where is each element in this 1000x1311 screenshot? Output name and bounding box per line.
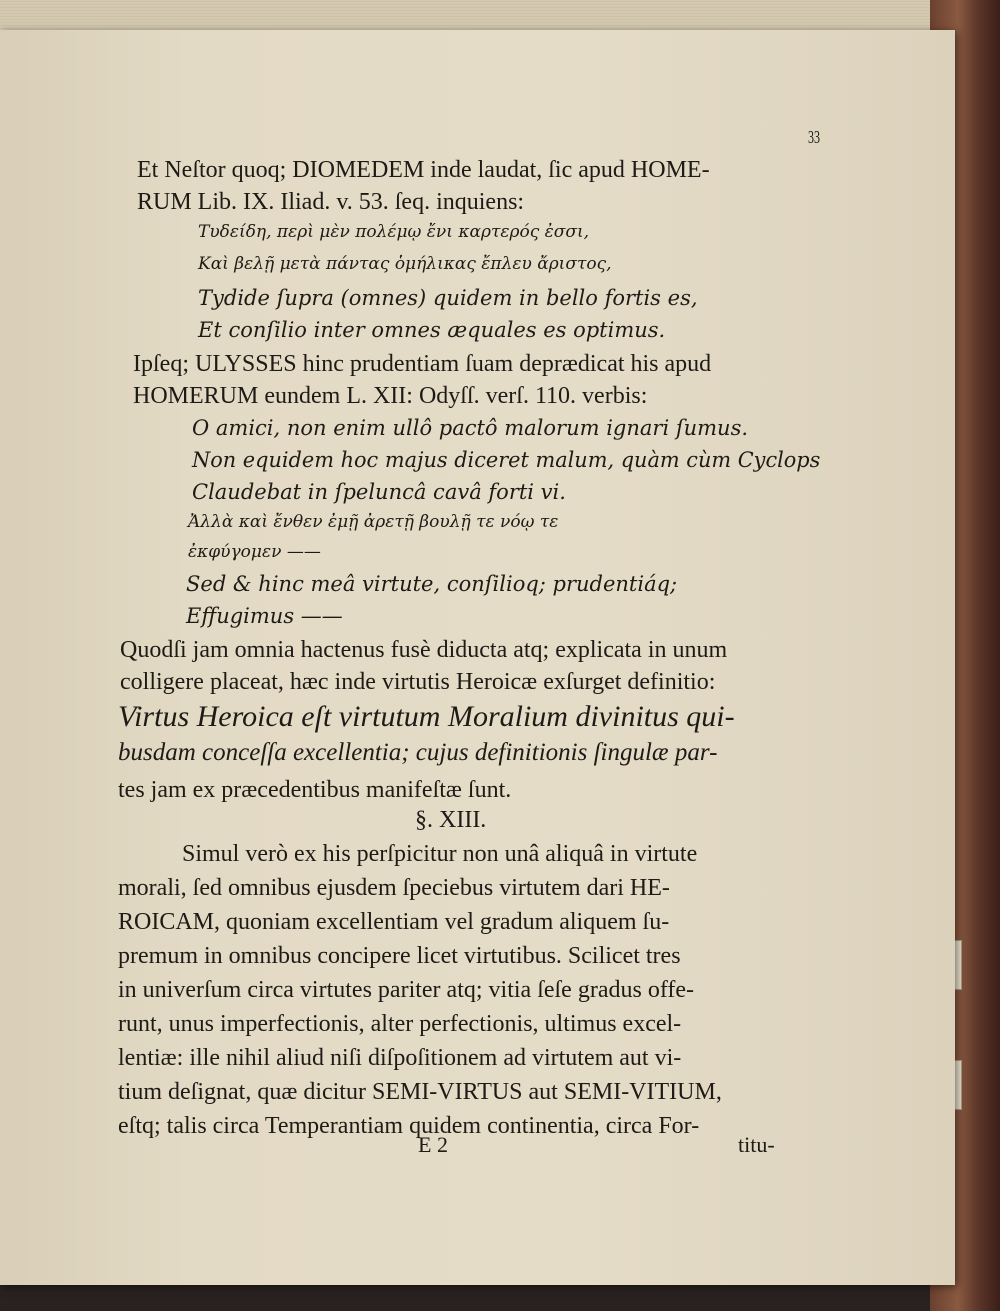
text-line: Et Neſtor quoq; DIOMEDEM inde laudat, ſic apud HOME-: [137, 157, 710, 183]
definition-line: busdam conceſſa excellentia; cujus definitionis ſingulæ par-: [118, 739, 718, 766]
signature-mark: E 2: [418, 1132, 448, 1157]
catchword: titu-: [738, 1132, 775, 1157]
text-line: premum in omnibus concipere licet virtutibus. Scilicet tres: [118, 943, 681, 969]
text-line: RUM Lib. IX. Iliad. v. 53. ſeq. inquiens:: [137, 189, 525, 215]
text-line: Simul verò ex his perſpicitur non unâ aliquâ in virtute: [182, 841, 698, 867]
latin-italic-line: Effugimus ——: [186, 604, 343, 628]
section-heading: §. XIII.: [415, 807, 487, 833]
definition-line: Virtus Heroica eſt virtutum Moralium divinitus qui-: [118, 700, 735, 733]
text-line: ROICAM, quoniam excellentiam vel gradum aliquem ſu-: [118, 909, 670, 935]
text-line: eſtq; talis circa Temperantiam quidem continentia, circa For-: [118, 1113, 700, 1139]
greek-line: Τυδείδη, περὶ μὲν πολέμῳ ἔνι καρτερός ἐσσι,: [198, 222, 590, 242]
text-line: colligere placeat, hæc inde virtutis Heroicæ exſurget definitio:: [120, 669, 716, 695]
page-number: 33: [808, 127, 821, 147]
latin-italic-line: Non equidem hoc majus diceret malum, quàm cùm Cyclops: [192, 448, 821, 472]
greek-line: ἐκφύγομεν ——: [188, 542, 321, 562]
latin-italic-line: Claudebat in ſpeluncâ cavâ forti vi.: [192, 480, 566, 504]
text-line: in univerſum circa virtutes pariter atq; vitia ſeſe gradus offe-: [118, 977, 695, 1003]
text-line: Ipſeq; ULYSSES hinc prudentiam ſuam deprædicat his apud: [133, 351, 712, 377]
greek-line: Καὶ βελῇ μετὰ πάντας ὁμήλικας ἔπλευ ἄριστος,: [198, 254, 612, 274]
book-page: [0, 30, 955, 1285]
latin-italic-line: O amici, non enim ullô pactô malorum ignari ſumus.: [192, 416, 749, 440]
text-line: tium deſignat, quæ dicitur SEMI-VIRTUS aut SEMI-VITIUM,: [118, 1079, 722, 1105]
text-line: runt, unus imperfectionis, alter perfectionis, ultimus excel-: [118, 1011, 682, 1037]
latin-italic-line: Tydide ſupra (omnes) quidem in bello fortis es,: [198, 286, 698, 310]
greek-line: Ἀλλὰ καὶ ἔνθεν ἐμῇ ἀρετῇ βουλῇ τε νόῳ τε: [188, 512, 559, 532]
text-line: tes jam ex præcedentibus manifeſtæ ſunt.: [118, 777, 512, 803]
latin-italic-line: Sed & hinc meâ virtute, conſilioq; prudentiáq;: [186, 572, 678, 596]
text-line: morali, ſed omnibus ejusdem ſpeciebus virtutem dari HE-: [118, 875, 670, 901]
text-line: Quodſi jam omnia hactenus fusè diducta atq; explicata in unum: [120, 637, 728, 663]
latin-italic-line: Et conſilio inter omnes æquales es optimus.: [198, 318, 666, 342]
text-line: HOMERUM eundem L. XII: Odyſſ. verſ. 110. verbis:: [133, 383, 648, 409]
text-line: lentiæ: ille nihil aliud niſi diſpoſitionem ad virtutem aut vi-: [118, 1045, 682, 1071]
